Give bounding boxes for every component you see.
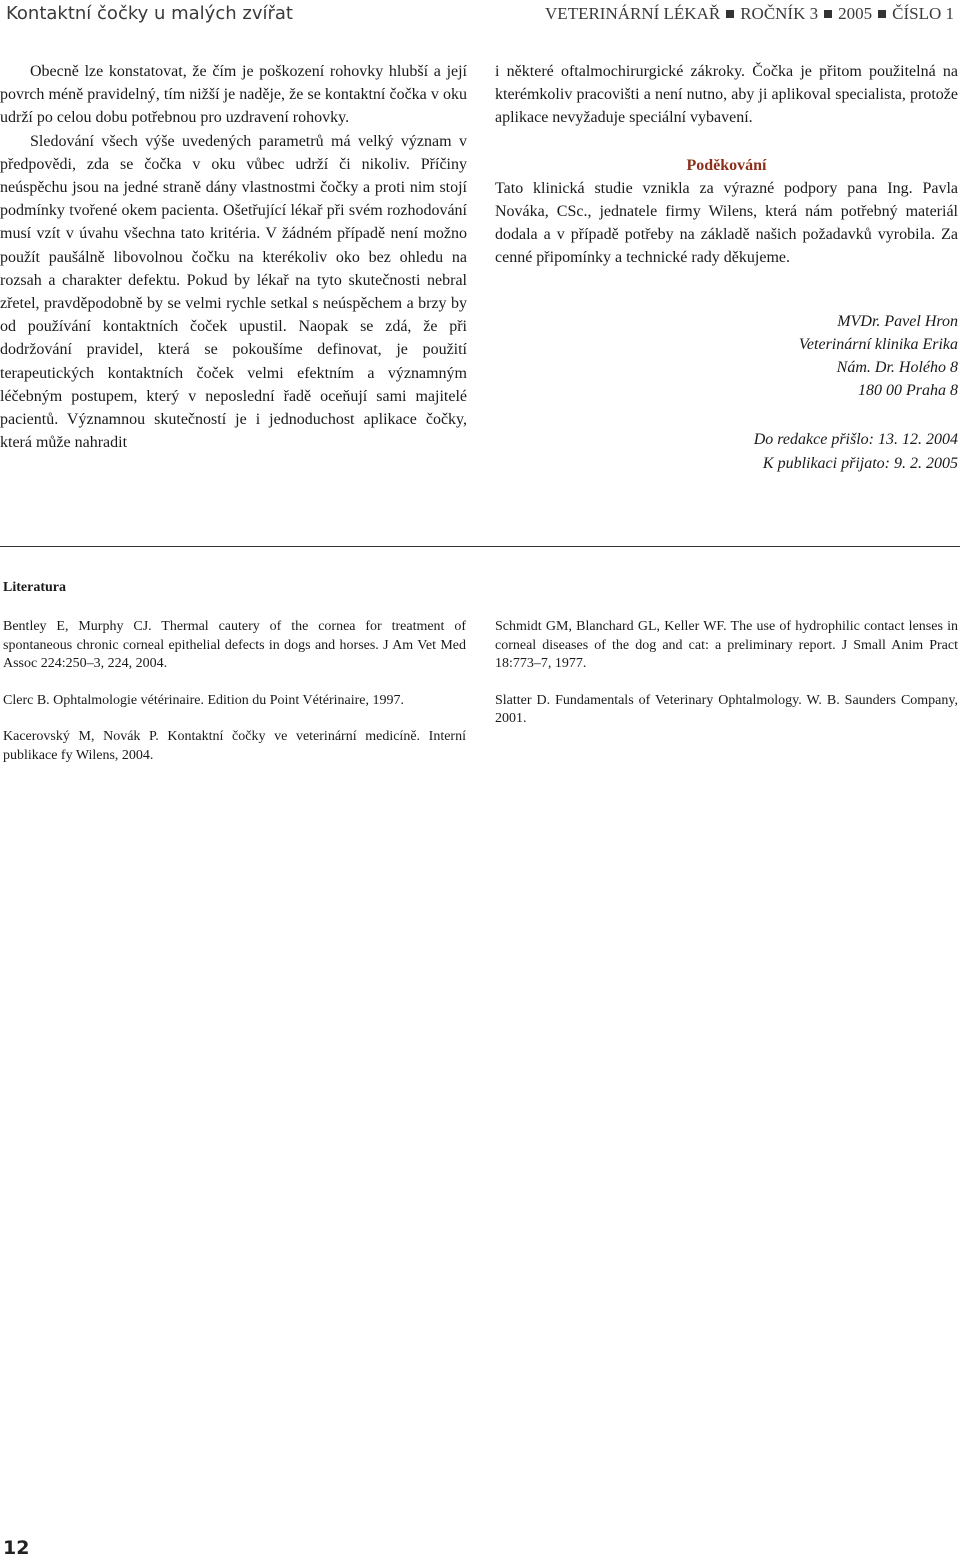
journal-year: 2005 bbox=[838, 4, 873, 23]
body-paragraph: Obecně lze konstatovat, že čím je poškození rohovky hlubší a její povrch méně pravidelný, tím nižší je naděje, že se kontaktní čočka v oku udrží po celou dobu potřebnou pro uzdravení rohovky. bbox=[0, 63, 467, 127]
references-right bbox=[495, 618, 958, 747]
right-column bbox=[495, 60, 958, 475]
journal-volume: ROČNÍK 3 bbox=[740, 4, 819, 23]
reference-item: Kacerovský M, Novák P. Kontaktní čočky ve veterinární medicíně. Interní publikace fy Wilens, 2004. bbox=[3, 729, 466, 763]
journal-issue: ČÍSLO 1 bbox=[892, 4, 954, 23]
left-column bbox=[0, 60, 467, 454]
acknowledgement-heading: Poděkování bbox=[686, 156, 767, 174]
square-bullet-icon bbox=[824, 10, 832, 18]
author-clinic: Veterinární klinika Erika bbox=[798, 335, 958, 353]
received-date: Do redakce přišlo: 13. 12. 2004 bbox=[753, 431, 958, 449]
journal-name: VETERINÁRNÍ LÉKAŘ bbox=[545, 4, 721, 23]
accepted-date: K publikaci přijato: 9. 2. 2005 bbox=[762, 454, 958, 472]
editorial-dates bbox=[495, 428, 958, 474]
references-left bbox=[3, 618, 466, 783]
article-short-title: Kontaktní čočky u malých zvířat bbox=[6, 3, 293, 24]
section-divider bbox=[0, 546, 960, 547]
page-number: 12 bbox=[3, 1537, 30, 1559]
reference-item: Bentley E, Murphy CJ. Thermal cautery of the cornea for treatment of spontaneous chronic corneal epithelial defects in dogs and horses. J Am Vet Med Assoc 224:250–3, 224, 2004. bbox=[3, 619, 466, 671]
square-bullet-icon bbox=[878, 10, 886, 18]
author-name: MVDr. Pavel Hron bbox=[837, 312, 958, 330]
running-header bbox=[0, 0, 960, 28]
reference-item: Schmidt GM, Blanchard GL, Keller WF. The use of hydrophilic contact lenses in corneal diseases of the dog and cat: a preliminary report. J Small Anim Pract 18:773–7, 1977. bbox=[495, 619, 958, 671]
author-street: Nám. Dr. Holého 8 bbox=[836, 359, 958, 377]
author-city: 180 00 Praha 8 bbox=[858, 382, 958, 400]
author-signature bbox=[495, 310, 958, 403]
reference-item: Clerc B. Ophtalmologie vétérinaire. Edition du Point Vétérinaire, 1997. bbox=[3, 692, 404, 708]
body-paragraph: Sledování všech výše uvedených parametrů má velký význam v předpovědi, zda se čočka v oku vůbec udrží či nikoliv. Příčiny neúspěchu jsou na jedné straně dány vlastnostmi čočky a proti nim stojí podmínky tvořené okem pacienta. Ošetřující lékař při svém rozhodování musí vzít v úvahu všechna tato kritéria. V žádném případě není možno použít paušálně libovolnou čočku na kterékoliv oko bez ohledu na rozsah a charakter defektu. Pokud by lékař na tyto skutečnosti nebral zřetel, pravděpodobně by se velmi rychle setkal s neúspěchem a brzy by od používání kontaktních čoček upustil. Naopak se zdá, že při dodržování pravidel, která se pokoušíme definovat, je použití terapeutických kontaktních čoček velmi efektním a významným léčebným postupem, který v neposlední řadě oceňují sami majitelé pacientů. Významnou skutečností je i jednoduchost aplikace čočky, která může nahradit bbox=[0, 132, 467, 452]
reference-item: Slatter D. Fundamentals of Veterinary Ophtalmology. W. B. Saunders Company, 2001. bbox=[495, 692, 958, 726]
acknowledgement-text: Tato klinická studie vznikla za výrazné podpory pana Ing. Pavla Nováka, CSc., jednatele firmy Wilens, která nám potřebný materiál dodala a v případě potřeby na základě našich požadavků vyrobila. Za cenné připomínky a technické rady děkujeme. bbox=[495, 179, 958, 267]
journal-info bbox=[545, 4, 954, 24]
body-paragraph: i některé oftalmochirurgické zákroky. Čočka je přitom použitelná na kterémkoliv pracovišti a není nutno, aby ji aplikoval specialista, protože aplikace nevyžaduje speciální vybavení. bbox=[495, 63, 958, 127]
literature-heading: Literatura bbox=[3, 580, 66, 595]
square-bullet-icon bbox=[726, 10, 734, 18]
